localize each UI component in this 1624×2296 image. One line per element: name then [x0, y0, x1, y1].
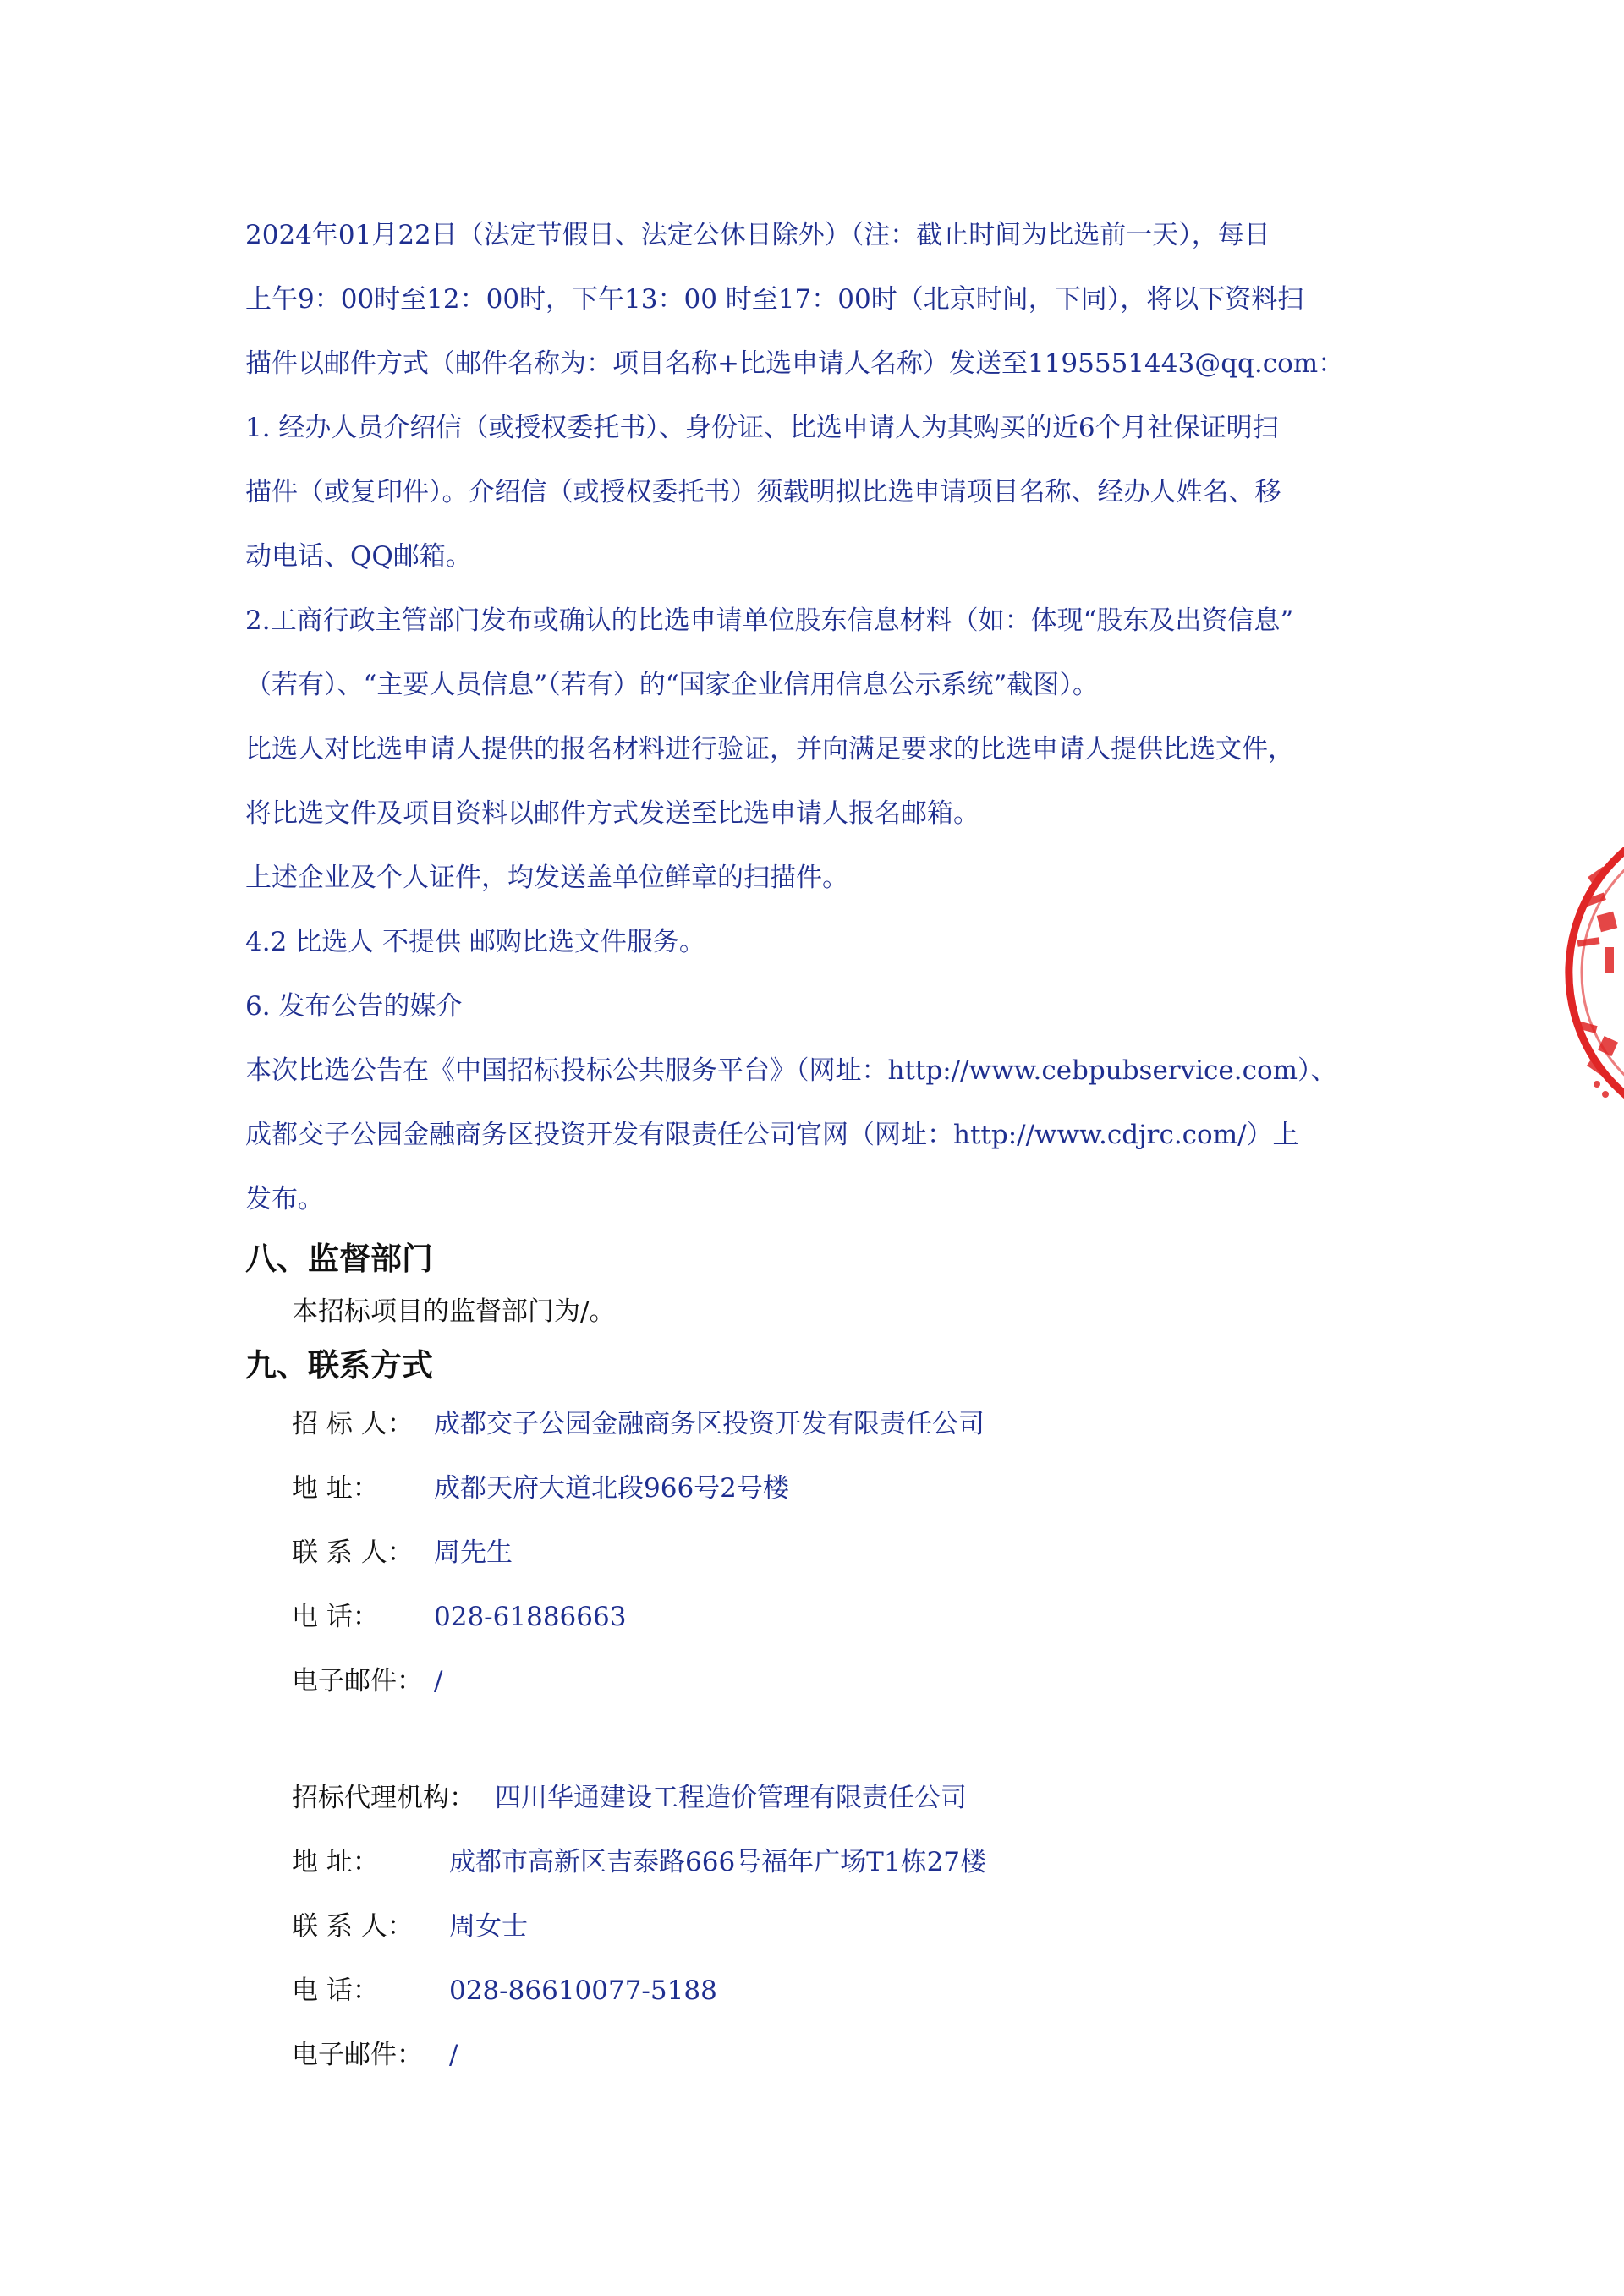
agency-contact-row	[245, 1894, 1413, 1959]
agency-block	[245, 1766, 1413, 2087]
intro-line-2: 上午9：00时至12：00时，下午13：00 时至17：00时（北京时间，下同），将以下资料扫	[245, 284, 1304, 315]
agency-address-row	[245, 1830, 1413, 1894]
agency-name-label: 招标代理机构：	[292, 1783, 475, 1813]
tenderer-phone-row	[245, 1585, 1413, 1649]
section8-text: 本招标项目的监督部门为/。	[292, 1296, 616, 1327]
intro-line-1: 2024年01月22日（法定节假日、法定公休日除外）（注：截止时间为比选前一天），每日	[245, 220, 1270, 250]
tenderer-block	[245, 1392, 1413, 1713]
intro-line-14: 本次比选公告在《中国招标投标公共服务平台》（网址：http://www.cebpubservice.com）、	[245, 1055, 1337, 1086]
agency-email-label: 电子邮件：	[292, 2040, 423, 2070]
agency-name-value: 四川华通建设工程造价管理有限责任公司	[495, 1783, 967, 1813]
document-content	[245, 203, 1413, 2087]
tenderer-email-row	[245, 1649, 1413, 1713]
tenderer-phone-label: 电 话：	[292, 1602, 379, 1632]
intro-line-7: 2.工商行政主管部门发布或确认的比选申请单位股东信息材料（如：体现“股东及出资信息”	[245, 606, 1294, 636]
agency-contact-value: 周女士	[449, 1911, 528, 1942]
agency-name-row	[245, 1766, 1413, 1830]
seal-inner-ring	[1582, 846, 1624, 1099]
tenderer-contact-value: 周先生	[434, 1537, 513, 1568]
intro-line-3: 描件以邮件方式（邮件名称为：项目名称+比选申请人名称）发送至1195551443@qq.com：	[245, 348, 1345, 379]
tenderer-address-row	[245, 1456, 1413, 1521]
agency-phone-label: 电 话：	[292, 1975, 379, 2006]
tenderer-name-label: 招 标 人：	[292, 1409, 414, 1439]
intro-line-9: 比选人对比选申请人提供的报名材料进行验证，并向满足要求的比选申请人提供比选文件，	[245, 734, 1294, 764]
blank-spacer	[245, 1713, 1413, 1766]
intro-line-8: （若有）、“主要人员信息”（若有）的“国家企业信用信息公示系统”截图）。	[245, 670, 1099, 700]
intro-line-13: 6. 发布公告的媒介	[245, 991, 463, 1022]
agency-phone-row	[245, 1959, 1413, 2023]
tenderer-contact-label: 联 系 人：	[292, 1537, 414, 1568]
tenderer-contact-row	[245, 1521, 1413, 1585]
intro-line-15: 成都交子公园金融商务区投资开发有限责任公司官网（网址：http://www.cdjrc.com/）上	[245, 1120, 1299, 1150]
intro-line-16: 发布。	[245, 1184, 324, 1214]
intro-line-11: 上述企业及个人证件，均发送盖单位鲜章的扫描件。	[245, 863, 848, 893]
agency-address-label: 地 址：	[292, 1847, 379, 1877]
agency-email-value: /	[449, 2040, 458, 2070]
tenderer-phone-value: 028-61886663	[434, 1602, 627, 1632]
tenderer-address-value: 成都天府大道北段966号2号楼	[434, 1473, 789, 1504]
tenderer-name-row	[245, 1392, 1413, 1456]
tenderer-address-label: 地 址：	[292, 1473, 379, 1504]
red-seal-stamp	[1556, 812, 1624, 1133]
intro-line-5: 描件（或复印件）。介绍信（或授权委托书）须载明拟比选申请项目名称、经办人姓名、移	[245, 477, 1281, 507]
agency-phone-value: 028-86610077-5188	[449, 1975, 717, 2006]
intro-line-4: 1. 经办人员介绍信（或授权委托书）、身份证、比选申请人为其购买的近6个月社保证明扫	[245, 413, 1279, 443]
agency-address-value: 成都市高新区吉泰路666号福年广场T1栋27楼	[449, 1847, 987, 1877]
intro-line-10: 将比选文件及项目资料以邮件方式发送至比选申请人报名邮箱。	[245, 798, 979, 829]
agency-email-row	[245, 2023, 1413, 2087]
section8-heading: 八、监督部门	[245, 1240, 433, 1277]
section9-heading: 九、联系方式	[245, 1346, 433, 1384]
tenderer-email-value: /	[434, 1666, 443, 1696]
intro-line-12: 4.2 比选人 不提供 邮购比选文件服务。	[245, 927, 705, 957]
tenderer-email-label: 电子邮件：	[292, 1666, 423, 1696]
agency-contact-label: 联 系 人：	[292, 1911, 414, 1942]
intro-line-6: 动电话、QQ邮箱。	[245, 541, 472, 572]
tenderer-name-value: 成都交子公园金融商务区投资开发有限责任公司	[434, 1409, 985, 1439]
